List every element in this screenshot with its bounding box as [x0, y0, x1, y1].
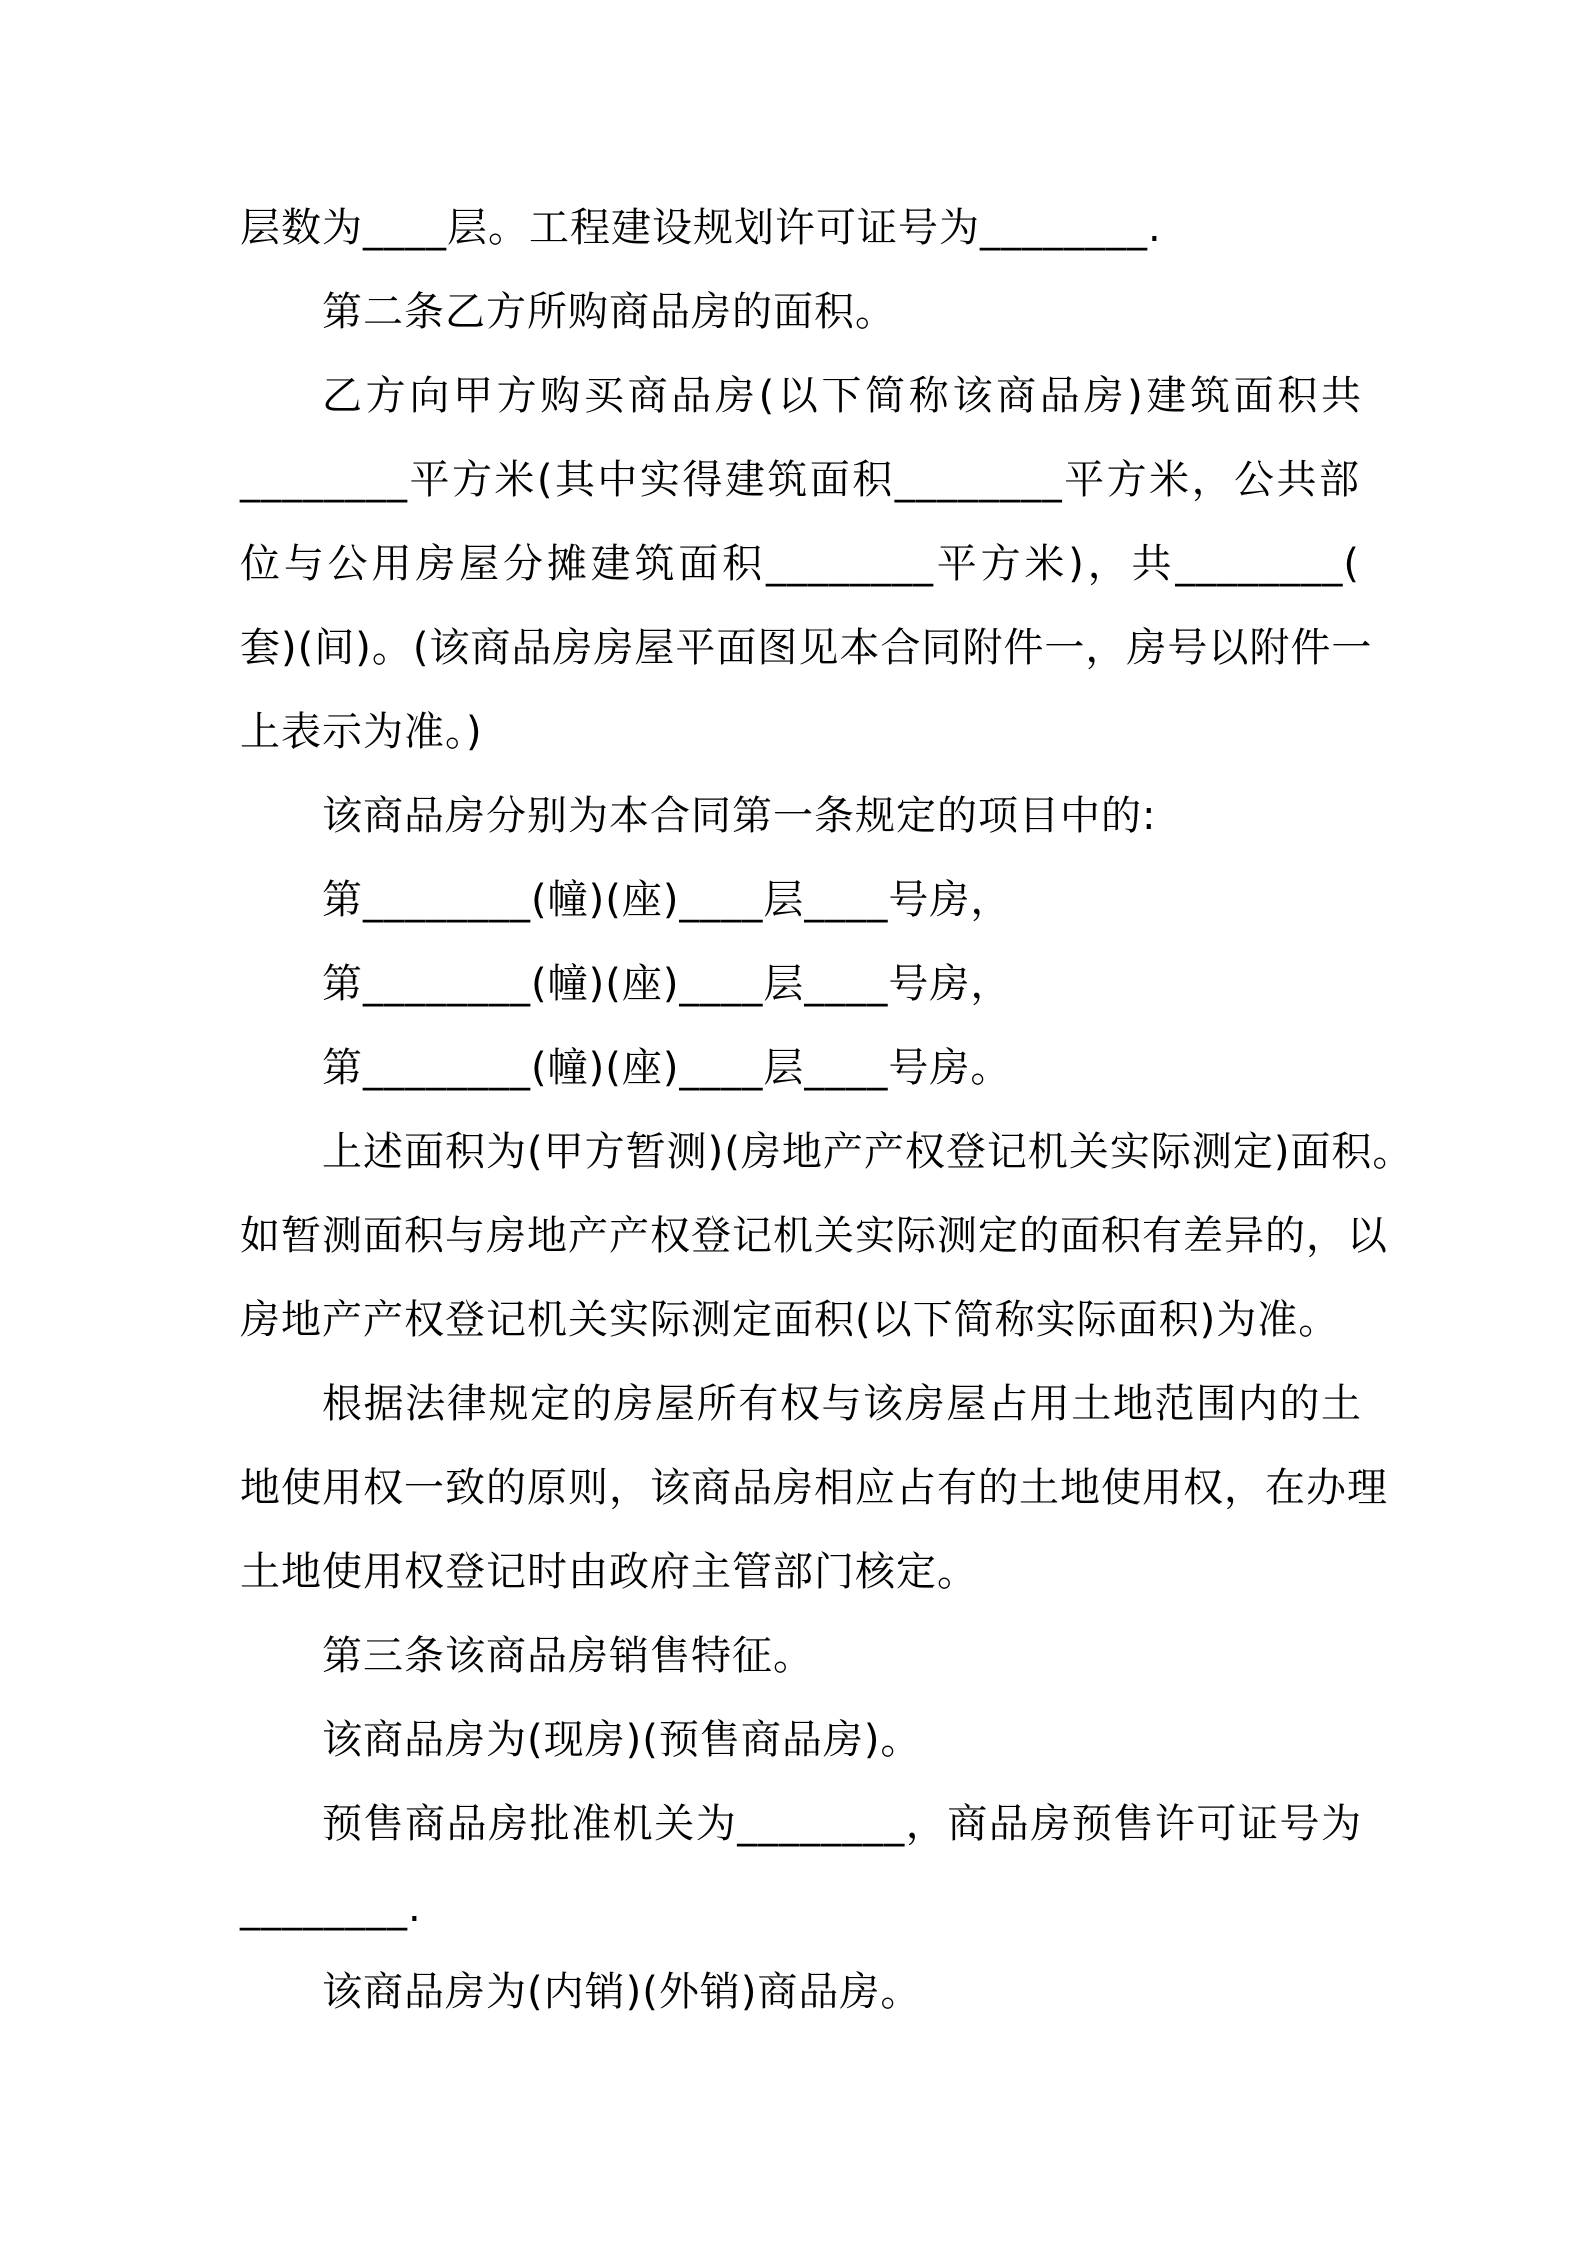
- text-line-unit-3: 第________(幢)(座)____层____号房。: [322, 1045, 1012, 1091]
- text-line-land-use-1: 根据法律规定的房屋所有权与该房屋占用土地范围内的土: [322, 1381, 1362, 1427]
- text-line-unit-1: 第________(幢)(座)____层____号房，: [322, 877, 1012, 923]
- text-line-area-3: 位与公用房屋分摊建筑面积________平方米)，共________(: [240, 541, 1360, 587]
- article-2-heading: 第二条乙方所购商品房的面积。: [322, 289, 896, 335]
- text-line-area-4: 套)(间)。(该商品房房屋平面图见本合同附件一，房号以附件一: [240, 625, 1373, 671]
- text-line-presale-authority: 预售商品房批准机关为________，商品房预售许可证号为: [322, 1801, 1362, 1847]
- text-line-sale-type: 该商品房为(现房)(预售商品房)。: [322, 1717, 922, 1763]
- article-3-heading: 第三条该商品房销售特征。: [322, 1633, 814, 1679]
- text-line-unit-2: 第________(幢)(座)____层____号房，: [322, 961, 1012, 1007]
- text-line-land-use-3: 土地使用权登记时由政府主管部门核定。: [240, 1549, 978, 1595]
- text-line-floors-permit: 层数为____层。工程建设规划许可证号为________.: [240, 205, 1162, 251]
- text-line-domestic-foreign: 该商品房为(内销)(外销)商品房。: [322, 1969, 922, 2015]
- text-line-area-2: ________平方米(其中实得建筑面积________平方米，公共部: [240, 457, 1360, 503]
- text-line-presale-permit-number: ________.: [240, 1885, 422, 1931]
- text-line-area-1: 乙方向甲方购买商品房(以下简称该商品房)建筑面积共: [322, 373, 1362, 419]
- text-line-measured-area-1: 上述面积为(甲方暂测)(房地产产权登记机关实际测定)面积。: [322, 1129, 1414, 1175]
- text-line-land-use-2: 地使用权一致的原则，该商品房相应占有的土地使用权，在办理: [240, 1465, 1388, 1511]
- text-line-measured-area-2: 如暂测面积与房地产产权登记机关实际测定的面积有差异的，以: [240, 1213, 1388, 1259]
- text-line-measured-area-3: 房地产产权登记机关实际测定面积(以下简称实际面积)为准。: [240, 1297, 1340, 1343]
- text-line-area-5: 上表示为准。): [240, 709, 483, 755]
- text-line-project-items: 该商品房分别为本合同第一条规定的项目中的:: [322, 793, 1157, 839]
